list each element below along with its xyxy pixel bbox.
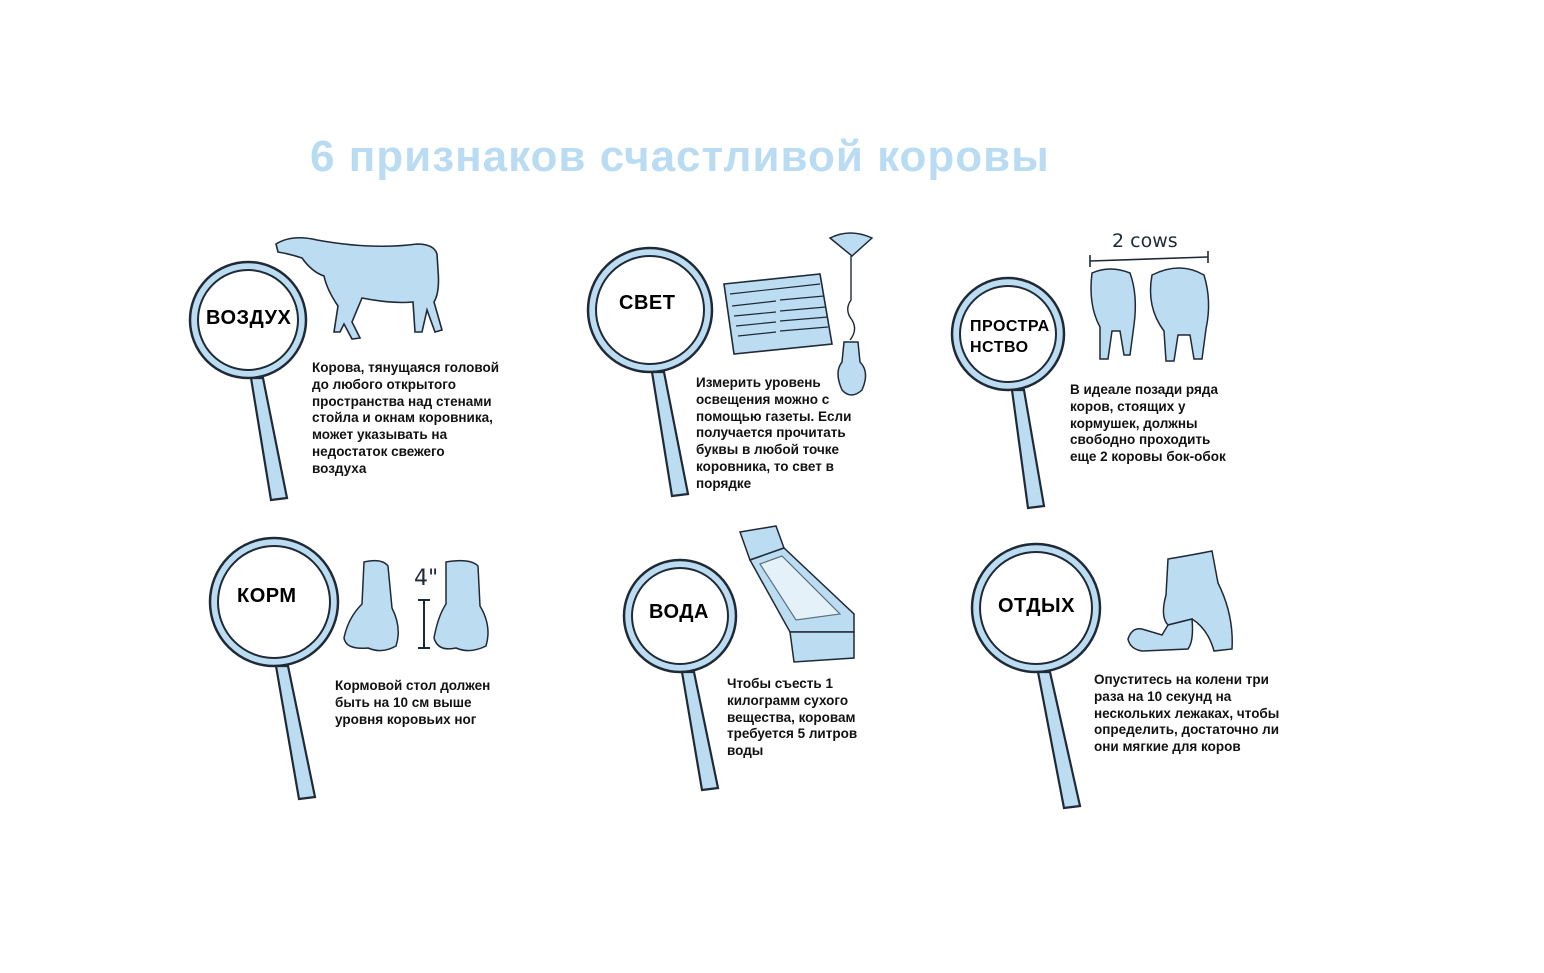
two-cows-rear-icon [1080, 255, 1220, 365]
lens-label-light: СВЕТ [619, 292, 676, 314]
description-air: Корова, тянущаяся головой до любого открытого пространства над стенами стойла и окнам коровника, может указывать на недостаток свежего воздуха [312, 360, 500, 476]
lens-label-water: ВОДА [649, 601, 709, 623]
water-trough-icon [736, 524, 861, 669]
description-rest: Опуститесь на колени три раза на 10 секунд на нескольких лежаках, чтобы определить, достаточно ли они мягкие для коров [1094, 672, 1280, 755]
description-space: В идеале позади ряда коров, стоящих у кормушек, должны свободно проходить еще 2 коровы бок-обок [1070, 382, 1226, 465]
newspaper-icon [720, 270, 840, 360]
lens-label-space-line1: ПРОСТРА [970, 318, 1050, 335]
description-feed: Кормовой стол должен быть на 10 см выше уровня коровьих ног [335, 678, 491, 727]
description-water: Чтобы съесть 1 килограмм сухого вещества, коровам требуется 5 литров воды [727, 676, 858, 759]
magnifier-icon [946, 272, 1086, 517]
lens-label-air: ВОЗДУХ [206, 307, 292, 329]
lens-label-space [970, 316, 1050, 358]
lens-label-feed: КОРМ [237, 585, 297, 607]
kneeling-person-icon [1122, 545, 1242, 665]
lens-label-space-line2: НСТВО [970, 339, 1029, 356]
annotation-two-cows: 2 cows [1112, 230, 1178, 252]
description-light: Измерить уровень освещения можно с помощью газеты. Если получается прочитать буквы в любой точке коровника, то свет в порядке [696, 375, 852, 491]
magnifier-icon [203, 535, 348, 810]
page-title: 6 признаков счастливой коровы [310, 132, 1050, 181]
annotation-four-inches: 4" [414, 566, 439, 591]
cow-icon [272, 232, 452, 347]
lens-label-rest: ОТДЫХ [998, 595, 1075, 617]
